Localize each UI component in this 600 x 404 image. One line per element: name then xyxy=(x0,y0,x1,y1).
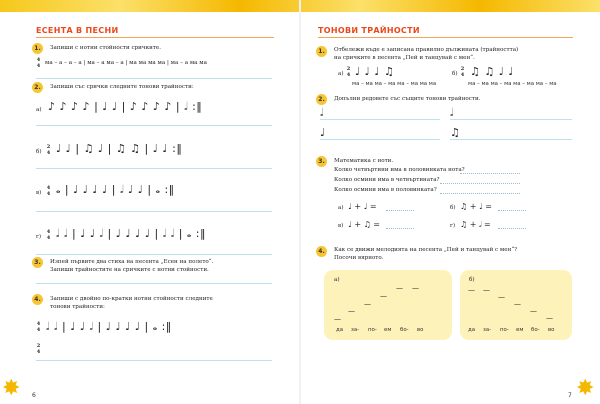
melody-dash: — xyxy=(468,286,475,294)
note-row: ♫ ♫ ♩ ♩ xyxy=(470,65,515,78)
time-signature-top: 4 xyxy=(46,229,51,235)
exercise-text: тонови трайности: xyxy=(50,304,105,310)
melody-dash: — xyxy=(396,284,403,292)
note-row: 𝅗𝅥 𝅗𝅥 | ♩ ♩ 𝅗𝅥 | ♩ ♩ ♩ ♩ | 𝅝 :‖ xyxy=(46,320,172,333)
melody-dash: — xyxy=(412,284,419,292)
option-label[interactable]: а) xyxy=(338,71,344,77)
star-icon: ✸ xyxy=(576,376,595,401)
syllable: бо- xyxy=(400,327,409,333)
left-page-title: ЕСЕНТА В ПЕСНИ xyxy=(36,26,119,35)
time-signature-top: 2 xyxy=(36,343,41,349)
time-signature-bottom: 4 xyxy=(36,349,41,355)
note-row: 𝅗𝅥 xyxy=(450,106,454,119)
syllable-row: ма – а – а – а | ма – а ма – а | ма ма ма ма | ма – а ма ма xyxy=(45,60,207,66)
exercise-number: 3. xyxy=(32,257,43,268)
exercise-text: Посочи вярното. xyxy=(334,255,384,261)
exercise-number: 1. xyxy=(32,43,43,54)
melody-dash: — xyxy=(380,292,387,300)
note-row: ♩ xyxy=(320,126,326,139)
answer-line[interactable] xyxy=(450,119,572,120)
exercise-text: Допълни редовете със същите тонови трайности. xyxy=(334,96,481,102)
answer-field[interactable] xyxy=(386,210,414,211)
star-icon: ✸ xyxy=(2,376,21,401)
answer-line[interactable] xyxy=(36,78,272,79)
question-text: Колко осмини има в четвъртината? xyxy=(334,177,440,183)
syllable: бо- xyxy=(531,327,540,333)
page-number: 6 xyxy=(32,392,36,399)
row-label: а) xyxy=(338,205,344,211)
answer-field[interactable] xyxy=(440,193,520,194)
row-label: в) xyxy=(36,190,42,196)
title-rule xyxy=(36,37,274,38)
time-signature-bottom: 4 xyxy=(460,72,465,78)
math-expression: ♫ + 𝅗𝅥 = xyxy=(460,220,491,229)
option-label[interactable]: б) xyxy=(452,71,458,77)
answer-field[interactable] xyxy=(386,228,414,229)
note-row: ♩ ♩ | ♫ ♩ | ♫ ♫ | ♩ ♩ :‖ xyxy=(56,142,183,155)
melody-dash: — xyxy=(364,300,371,308)
syllable-row: ма – ма ма – ма ма – ма ма ма xyxy=(352,81,437,87)
answer-line[interactable] xyxy=(320,139,440,140)
syllable: во xyxy=(417,327,424,333)
exercise-text: Запиши с двойно по-кратки нотни стойности следните xyxy=(50,296,213,302)
syllable: за- xyxy=(483,327,492,333)
melody-dash: — xyxy=(546,314,553,322)
answer-line[interactable] xyxy=(450,139,572,140)
exercise-text: Математика с ноти. xyxy=(334,158,394,164)
exercise-text: Как се движи мелодията на песента „Пей и танцувай с мен“? xyxy=(334,247,518,253)
note-row: ♪ ♪ ♪ ♪ | ♩ ♩ | ♪ ♪ ♪ ♪ | 𝅗𝅥 :‖ xyxy=(48,100,203,113)
exercise-text: Изпей първите два стиха на песента „Есен на полето“. xyxy=(50,259,214,265)
time-signature-top: 2 xyxy=(460,66,465,72)
melody-dash: — xyxy=(498,293,505,301)
row-label: г) xyxy=(450,223,456,229)
answer-line[interactable] xyxy=(36,125,272,126)
time-signature-bottom: 4 xyxy=(46,235,51,241)
answer-line[interactable] xyxy=(36,360,272,361)
note-row: 𝅝 | ♩ ♩ ♩ ♩ | 𝅗𝅥 ♩ ♩ | 𝅝 :‖ xyxy=(56,183,175,196)
option-a-box[interactable] xyxy=(324,270,452,340)
syllable: ем xyxy=(516,327,524,333)
melody-dash: — xyxy=(514,300,521,308)
exercise-text: Отбележи къде е записана правилно дължината (трайността) xyxy=(334,47,519,53)
time-signature-top: 4 xyxy=(36,57,41,63)
exercise-text: Запиши със срички следните тонови трайности: xyxy=(50,84,194,90)
title-rule xyxy=(318,37,573,38)
exercise-number: 4. xyxy=(316,246,327,257)
time-signature-top: 2 xyxy=(46,144,51,150)
melody-dash: — xyxy=(334,315,341,323)
exercise-number: 2. xyxy=(32,82,43,93)
melody-dash: — xyxy=(348,307,355,315)
note-row: 𝅗𝅥 𝅗𝅥 | ♩ ♩ 𝅗𝅥 | ♩ ♩ ♩ ♩ | 𝅗𝅥 𝅗𝅥 | 𝅝 :‖ xyxy=(56,227,206,240)
syllable: да xyxy=(468,327,476,333)
time-signature-bottom: 4 xyxy=(346,72,351,78)
option-b-box[interactable] xyxy=(460,270,572,340)
answer-field[interactable] xyxy=(498,228,526,229)
answer-line[interactable] xyxy=(36,254,272,255)
question-text: Колко осмини има в половинката? xyxy=(334,187,437,193)
exercise-text: Запиши с нотни стойности сричките. xyxy=(50,45,162,51)
math-expression: ♩ + ♩ = xyxy=(348,202,377,211)
answer-field[interactable] xyxy=(440,183,520,184)
row-label: г) xyxy=(36,234,42,240)
right-page-title: ТОНОВИ ТРАЙНОСТИ xyxy=(318,26,420,35)
exercise-text: на сричките в песента „Пей и танцувай с мен“. xyxy=(334,55,475,61)
syllable: ем xyxy=(384,327,392,333)
page-number: 7 xyxy=(568,392,572,399)
syllable: по- xyxy=(500,327,509,333)
exercise-number: 4. xyxy=(32,294,43,305)
exercise-text: Запиши трайностите на сричките с нотни стойности. xyxy=(50,267,209,273)
answer-line[interactable] xyxy=(36,211,272,212)
question-text: Колко четвъртини има в половинката нота? xyxy=(334,167,465,173)
row-label: в) xyxy=(338,223,344,229)
row-label: а) xyxy=(36,107,42,113)
answer-field[interactable] xyxy=(498,210,526,211)
row-label: б) xyxy=(36,149,42,155)
option-label: а) xyxy=(334,277,340,283)
exercise-number: 3. xyxy=(316,156,327,167)
note-row: ♩ ♩ ♩ ♫ xyxy=(355,65,395,78)
melody-dash: — xyxy=(530,307,537,315)
time-signature-top: 4 xyxy=(46,185,51,191)
syllable: за- xyxy=(351,327,360,333)
answer-line[interactable] xyxy=(320,119,440,120)
syllable: да xyxy=(336,327,344,333)
time-signature-top: 2 xyxy=(346,66,351,72)
time-signature-bottom: 4 xyxy=(46,191,51,197)
answer-field[interactable] xyxy=(460,173,520,174)
option-label: б) xyxy=(469,277,475,283)
melody-dash: — xyxy=(483,286,490,294)
row-label: б) xyxy=(450,205,456,211)
answer-line[interactable] xyxy=(36,168,272,169)
time-signature-bottom: 4 xyxy=(36,327,41,333)
time-signature-top: 4 xyxy=(36,321,41,327)
answer-line[interactable] xyxy=(36,283,272,284)
math-expression: ♩ + ♫ = xyxy=(348,220,380,229)
note-row: 𝅗𝅥 xyxy=(320,106,324,119)
syllable: по- xyxy=(368,327,377,333)
math-expression: ♫ + ♩ = xyxy=(460,202,492,211)
note-row: ♫ xyxy=(450,126,461,139)
exercise-number: 1. xyxy=(316,46,327,57)
syllable: во xyxy=(548,327,555,333)
right-page xyxy=(300,0,600,404)
time-signature-bottom: 4 xyxy=(36,63,41,69)
exercise-number: 2. xyxy=(316,94,327,105)
time-signature-bottom: 4 xyxy=(46,150,51,156)
syllable-row: ма – ма ма – ма ма – ма ма – ма xyxy=(468,81,557,87)
